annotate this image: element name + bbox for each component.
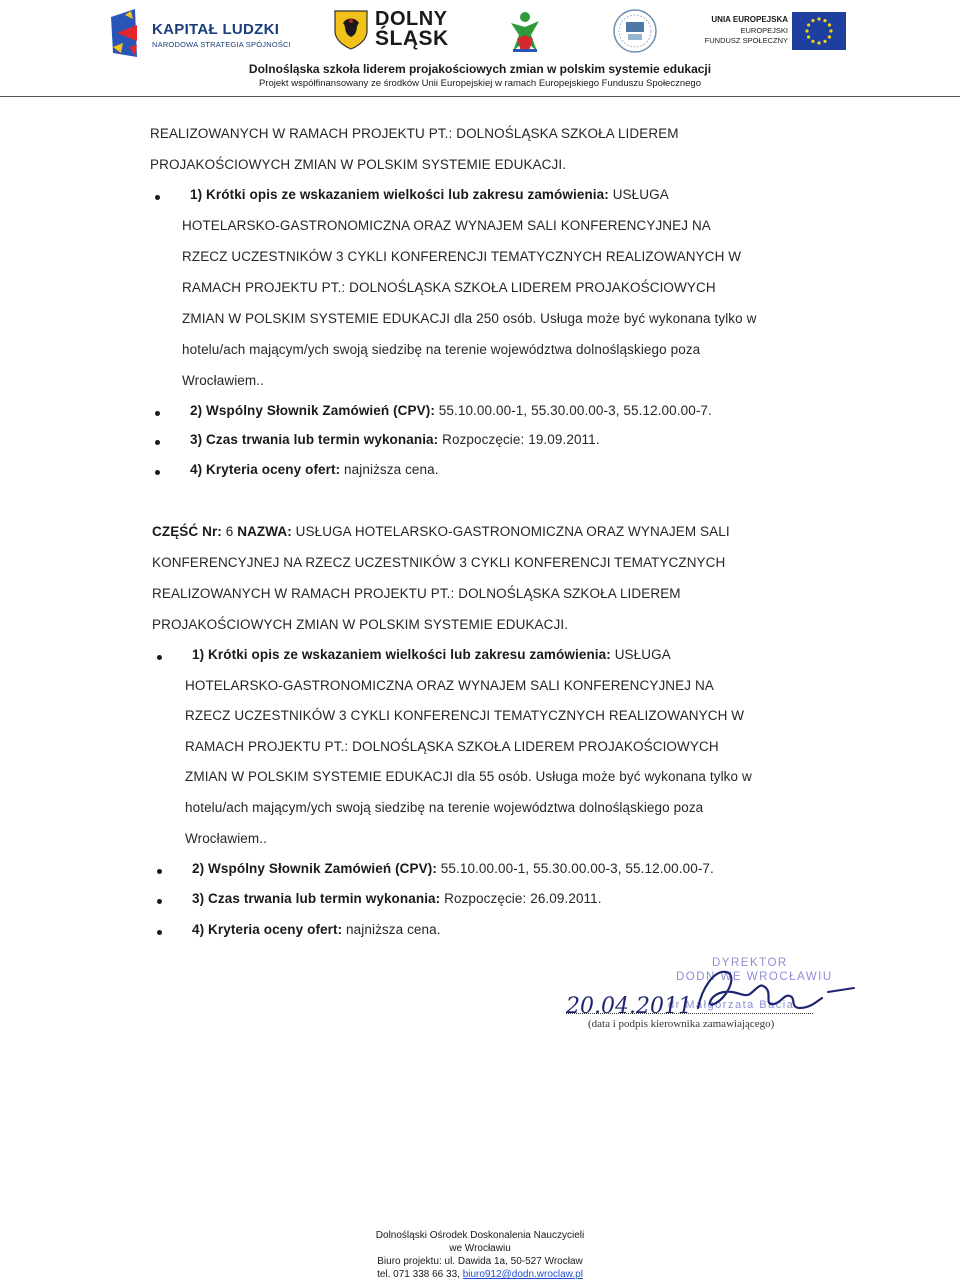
part6-item1-line-6: hotelu/ach mającym/ych swoją siedzibę na terenie województwa dolnośląskiego poza [185,800,704,815]
part6-item3-label: 3) Czas trwania lub termin wykonania: [192,891,441,906]
part6-number: 6 [221,524,238,539]
bullet-icon [157,899,162,904]
project-star-logo [503,9,547,55]
part6-item1-line-3: RZECZ UCZESTNIKÓW 3 CYKLI KONFERENCJI TEMATYCZNYCH REALIZOWANYCH W [185,708,745,723]
kapital-ludzki-subtitle: NARODOWA STRATEGIA SPÓJNOŚCI [152,40,291,49]
part6-item1-label: 1) Krótki opis ze wskazaniem wielkości lub zakresu zamówienia: [192,647,611,662]
project-star-icon [503,9,547,55]
part6-name-label: NAZWA: [237,524,292,539]
stamp-line-1: DYREKTOR [712,957,788,969]
signature-caption: (data i podpis kierownika zamawiającego) [588,1018,775,1030]
top-item3-label: 3) Czas trwania lub termin wykonania: [190,432,439,447]
part6-item4-label: 4) Kryteria oceny ofert: [192,922,343,937]
top-item1-label: 1) Krótki opis ze wskazaniem wielkości lub zakresu zamówienia: [190,187,609,202]
top-item4-value: najniższa cena. [340,462,439,477]
dolny-slask-logo [333,9,455,53]
bullet-icon [155,195,160,200]
top-item1-line-4: RAMACH PROJEKTU PT.: DOLNOŚLĄSKA SZKOŁA LIDEREM PROJAKOŚCIOWYCH [182,280,716,295]
part6-heading-line-3: REALIZOWANYCH W RAMACH PROJEKTU PT.: DOLNOŚLĄSKA SZKOŁA LIDEREM [152,586,681,601]
top-item1-line-5: ZMIAN W POLSKIM SYSTEMIE EDUKACJI dla 250 osób. Usługa może być wykonana tylko w [182,311,757,326]
top-item1-line-3: RZECZ UCZESTNIKÓW 3 CYKLI KONFERENCJI TEMATYCZNYCH REALIZOWANYCH W [182,249,742,264]
top-item1-text-1: USŁUGA [608,187,669,202]
part6-item1-line-5: ZMIAN W POLSKIM SYSTEMIE EDUKACJI dla 55 osób. Usługa może być wykonana tylko w [185,769,752,784]
handwritten-signature-icon [640,958,860,1020]
part6-label: CZĘŚĆ Nr: [152,524,222,539]
top-item1-line-2: HOTELARSKO-GASTRONOMICZNA ORAZ WYNAJEM SALI KONFERENCYJNEJ NA [182,218,711,233]
part6-item2-value: 55.10.00.00-1, 55.30.00.00-3, 55.12.00.00-7. [436,861,714,876]
top-item3 [190,432,600,447]
dolny-slask-word-2: ŚLĄSK [375,27,449,50]
part6-item4-value: najniższa cena. [342,922,441,937]
part6-item4 [192,922,441,937]
eu-fund-line-1: EUROPEJSKI [740,26,788,35]
eu-flag-icon [792,12,846,50]
part6-item1-line-1 [192,647,671,662]
signature-dotted-line [566,1013,813,1014]
footer-phone: tel. 071 338 66 33, [377,1269,463,1280]
eu-fund-line-2: FUNDUSZ SPOŁECZNY [704,36,788,45]
top-item1-line-1 [190,187,669,202]
dodn-seal-logo [612,8,658,54]
project-title: Dolnośląska szkoła liderem projakościowych zmian w polskim systemie edukacji [248,62,712,76]
part6-item3-value: Rozpoczęcie: 26.09.2011. [440,891,602,906]
dolny-slask-coat-of-arms-icon [333,9,369,51]
top-item2-value: 55.10.00.00-1, 55.30.00.00-3, 55.12.00.00-7. [434,403,712,418]
document-header [0,0,960,97]
part6-item2 [192,861,714,876]
bullet-icon [157,930,162,935]
bullet-icon [157,869,162,874]
bullet-icon [155,470,160,475]
dolny-slask-word-1: DOLNY [375,8,448,30]
top-item3-value: Rozpoczęcie: 19.09.2011. [438,432,600,447]
part6-heading-line-4: PROJAKOŚCIOWYCH ZMIAN W POLSKIM SYSTEMIE EDUKACJI. [152,617,569,632]
top-item1-line-7: Wrocławiem.. [182,373,264,388]
footer-org-line-1: Dolnośląski Ośrodek Doskonalenia Nauczycieli [375,1230,585,1241]
bullet-icon [157,655,162,660]
part6-item1-line-4: RAMACH PROJEKTU PT.: DOLNOŚLĄSKA SZKOŁA LIDEREM PROJAKOŚCIOWYCH [185,739,719,754]
part6-name-text-1: USŁUGA HOTELARSKO-GASTRONOMICZNA ORAZ WYNAJEM SALI [291,524,730,539]
top-item2 [190,403,712,418]
kapital-ludzki-logo [107,7,291,59]
top-item4 [190,462,439,477]
stamp-line-3: dr Małgorzata Bacia [668,999,795,1011]
part6-item1-line-7: Wrocławiem.. [185,831,267,846]
top-item4-label: 4) Kryteria oceny ofert: [190,462,341,477]
footer-email-link[interactable]: biuro912@dodn.wroclaw.pl [462,1269,583,1280]
footer-org-line-2: we Wrocławiu [449,1243,511,1254]
bullet-icon [155,440,160,445]
kapital-ludzki-title: KAPITAŁ LUDZKI [152,21,280,38]
part6-heading-line-2: KONFERENCYJNEJ NA RZECZ UCZESTNIKÓW 3 CYKLI KONFERENCJI TEMATYCZNYCH [152,555,726,570]
part6-item1-text-1: USŁUGA [610,647,671,662]
footer-address: Biuro projektu: ul. Dawida 1a, 50-527 Wrocław [377,1256,583,1267]
top-item1-line-6: hotelu/ach mającym/ych swoją siedzibę na terenie województwa dolnośląskiego poza [182,342,701,357]
stamp-line-2: DODN WE WROCŁAWIU [676,971,833,983]
part6-item1-line-2: HOTELARSKO-GASTRONOMICZNA ORAZ WYNAJEM SALI KONFERENCYJNEJ NA [185,678,714,693]
bullet-icon [155,411,160,416]
eu-title: UNIA EUROPEJSKA [711,15,788,24]
top-item2-label: 2) Wspólny Słownik Zamówień (CPV): [190,403,435,418]
dodn-seal-icon [612,8,658,54]
part6-heading-line-1 [152,524,730,539]
signature-date: 20.04.2011 [566,994,692,1019]
part6-item3 [192,891,602,906]
intro-line-1: REALIZOWANYCH W RAMACH PROJEKTU PT.: DOLNOŚLĄSKA SZKOŁA LIDEREM [150,126,679,141]
project-cofinancing-note: Projekt współfinansowany ze środków Unii Europejskiej w ramach Europejskiego Funduszu Społecznego [259,78,701,89]
part6-item2-label: 2) Wspólny Słownik Zamówień (CPV): [192,861,437,876]
eu-efs-logo [700,12,846,52]
intro-line-2: PROJAKOŚCIOWYCH ZMIAN W POLSKIM SYSTEMIE EDUKACJI. [150,157,567,172]
footer-contact [0,1269,960,1280]
kapital-ludzki-emblem-icon [107,7,147,59]
